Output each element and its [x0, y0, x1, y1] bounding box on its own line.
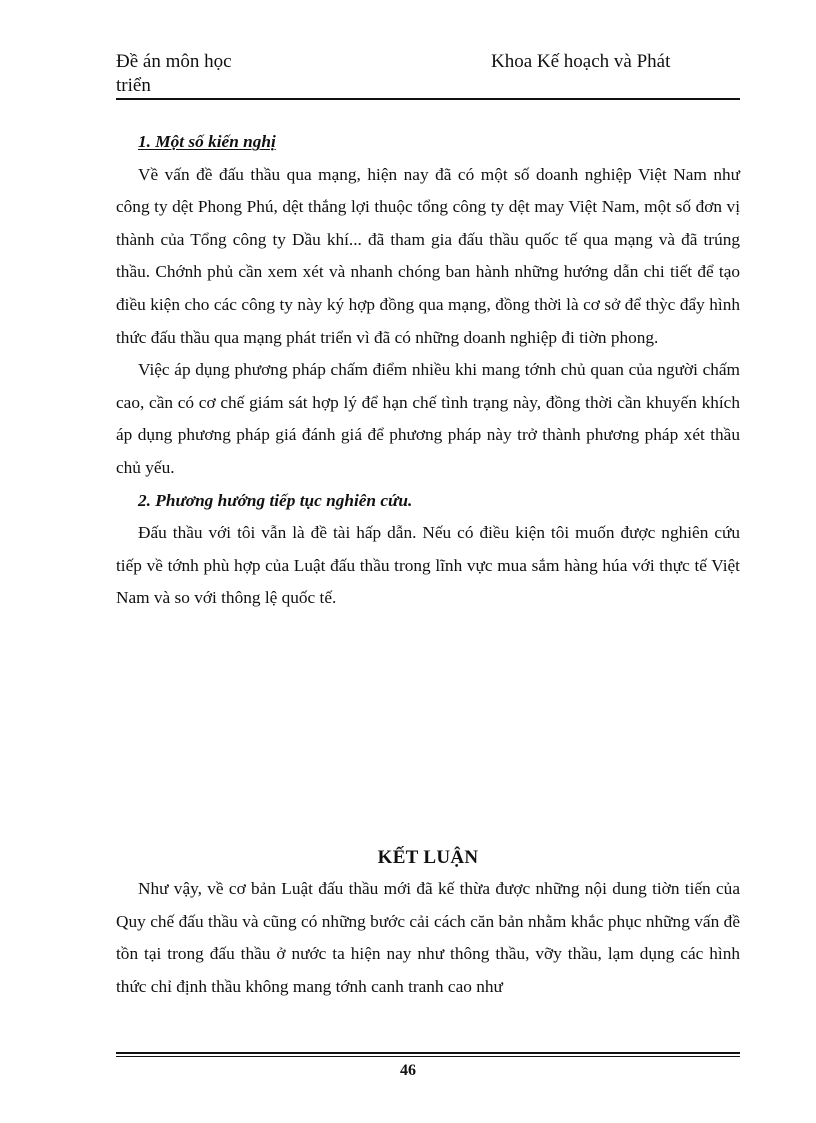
section-1-heading-text: 1. Một số kiến nghị: [138, 132, 276, 151]
footer-rule-bottom: [116, 1056, 740, 1057]
page-number: 46: [400, 1062, 416, 1079]
section-2-heading: 2. Phương hướng tiếp tục nghiên cứu.: [138, 490, 413, 510]
section-1-paragraph-1: Về vấn đề đấu thầu qua mạng, hiện nay đã có một số doanh nghiệp Việt Nam như công ty dệt Phong Phú, dệt thắng lợi thuộc tổng công ty dệt may Việt Nam, một số đơn vị thành của Tổng công ty Dầu khí... đã tham gia đấu thầu quốc tế qua mạng và đã trúng thầu. Chớnh phủ cần xem xét và nhanh chóng ban hành những hướng dẫn chi tiết để tạo điều kiện cho các công ty này ký hợp đồng qua mạng, đồng thời là cơ sở để thỳc đẩy hình thức đấu thầu qua mạng phát triển vì đã có những doanh nghiệp đi tiờn phong.: [116, 164, 740, 347]
conclusion-section: [116, 843, 740, 1003]
section-2-paragraph-1: Đấu thầu với tôi vẫn là đề tài hấp dẫn. Nếu có điều kiện tôi muốn được nghiên cứu tiếp về tớnh phù hợp của Luật đấu thầu trong lĩnh vực mua sắm hàng húa với thực tế Việt Nam và so với thông lệ quốc tế.: [116, 523, 740, 608]
conclusion-paragraph: Như vậy, về cơ bản Luật đấu thầu mới đã kế thừa được những nội dung tiờn tiến của Quy chế đấu thầu và cũng có những bước cải cách căn bản nhằm khắc phục những vấn đề tồn tại trong đấu thầu ở nước ta hiện nay như thông thầu, vỡy thầu, lạm dụng các hình thức chỉ định thầu không mang tớnh canh tranh cao như: [116, 879, 740, 996]
section-1-heading: [116, 126, 740, 159]
conclusion-heading: KẾT LUẬN: [377, 847, 479, 868]
footer-rule-top: [116, 1052, 740, 1054]
header-right-title: Khoa Kế hoạch và Phát: [491, 51, 671, 72]
section-1-paragraph-2: Việc áp dụng phương pháp chấm điểm nhiều khi mang tớnh chủ quan của người chấm cao, cần có cơ chế giám sát hợp lý để hạn chế tình trạng này, đồng thời cần khuyến khích áp dụng phương pháp giá đánh giá để phương pháp này trở thành phương pháp xét thầu chủ yếu.: [116, 360, 740, 477]
header-left-title: Đề án môn học triển: [116, 51, 232, 96]
body-text: [116, 126, 740, 615]
header-rule: [116, 98, 740, 100]
